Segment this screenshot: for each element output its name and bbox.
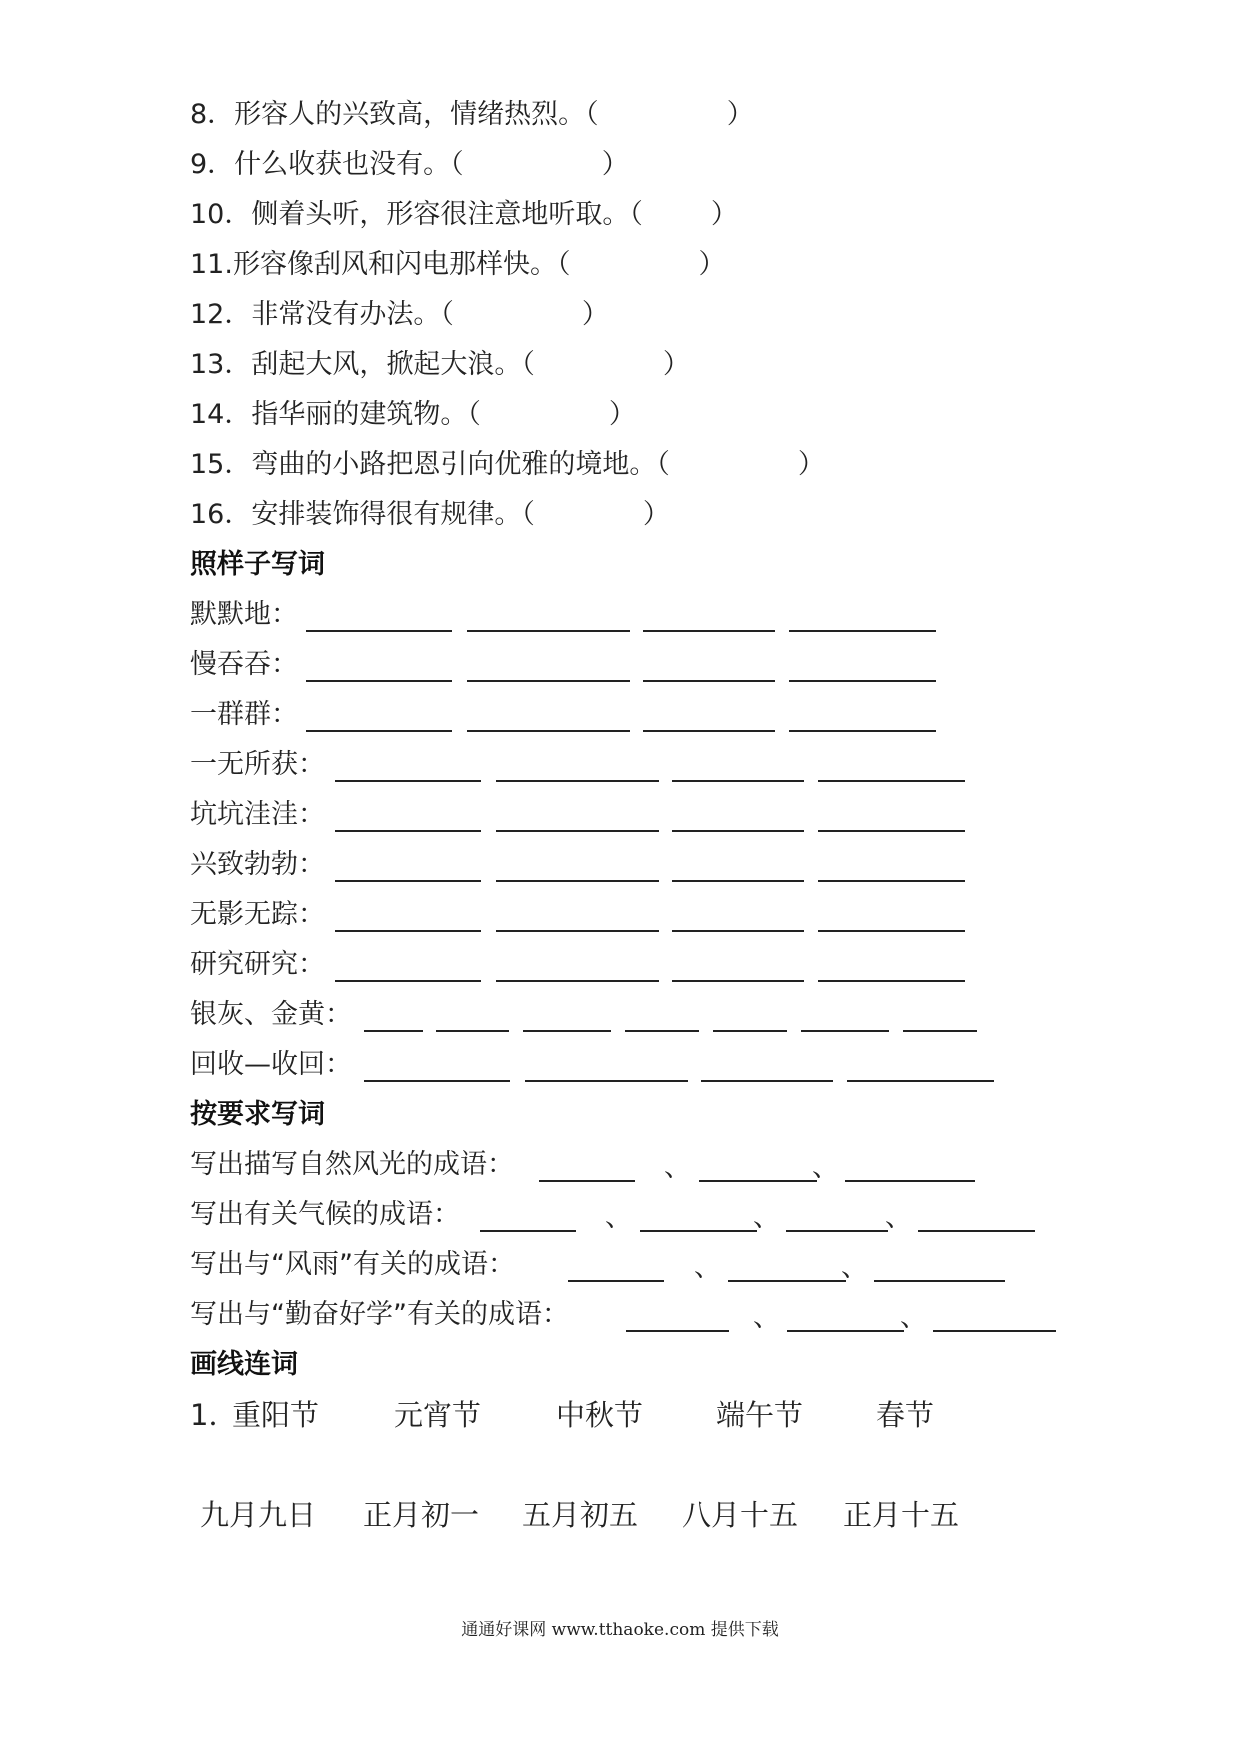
date-zhengyueshiwu[interactable]: 正月十五	[843, 1498, 960, 1532]
enumeration-comma: 、	[664, 1152, 691, 1183]
answer-blank[interactable]	[306, 730, 452, 732]
answer-blank[interactable]	[672, 980, 804, 982]
answer-blank[interactable]	[713, 1030, 787, 1032]
requirement-label-diligent: 写出与“勤奋好学”有关的成语：	[190, 1299, 569, 1330]
answer-blank[interactable]	[818, 980, 965, 982]
example-label-yinhui-jinhuang: 银灰、金黄：	[190, 999, 352, 1030]
answer-blank[interactable]	[640, 1230, 757, 1232]
answer-blank[interactable]	[699, 1180, 817, 1182]
answer-blank[interactable]	[672, 830, 804, 832]
answer-blank[interactable]	[496, 780, 659, 782]
question-12: 12．非常没有办法。（ ）	[190, 299, 609, 330]
answer-blank[interactable]	[335, 880, 481, 882]
answer-blank[interactable]	[467, 630, 630, 632]
answer-blank[interactable]	[801, 1030, 889, 1032]
example-label-yiwusuohuo: 一无所获：	[190, 749, 325, 780]
answer-blank[interactable]	[467, 730, 630, 732]
answer-blank[interactable]	[525, 1080, 688, 1082]
answer-blank[interactable]	[845, 1180, 975, 1182]
enumeration-comma: 、	[900, 1302, 927, 1333]
enumeration-comma: 、	[753, 1202, 780, 1233]
answer-blank[interactable]	[335, 780, 481, 782]
answer-blank[interactable]	[364, 1030, 423, 1032]
answer-blank[interactable]	[364, 1080, 510, 1082]
date-bayueshiwu[interactable]: 八月十五	[682, 1498, 799, 1532]
example-label-mantuntun: 慢吞吞：	[190, 649, 298, 680]
answer-blank[interactable]	[335, 930, 481, 932]
question-13: 13．刮起大风，掀起大浪。（ ）	[190, 349, 690, 380]
example-label-wuyingwuzong: 无影无踪：	[190, 899, 325, 930]
festival-chongyang[interactable]: 重阳节	[232, 1398, 320, 1432]
question-11: 11.形容像刮风和闪电那样快。（ ）	[190, 249, 726, 280]
answer-blank[interactable]	[818, 880, 965, 882]
question-9: 9．什么收获也没有。（ ）	[190, 149, 629, 180]
festival-duanwu[interactable]: 端午节	[716, 1398, 804, 1432]
answer-blank[interactable]	[523, 1030, 611, 1032]
footer-credit: 通通好课网 www.tthaoke.com 提供下载	[461, 1620, 779, 1640]
answer-blank[interactable]	[903, 1030, 977, 1032]
question-15: 15．弯曲的小路把恩引向优雅的境地。（ ）	[190, 449, 825, 480]
answer-blank[interactable]	[496, 830, 659, 832]
answer-blank[interactable]	[918, 1230, 1035, 1232]
example-label-yiqunqun: 一群群：	[190, 699, 298, 730]
section-heading-match: 画线连词	[190, 1349, 298, 1380]
answer-blank[interactable]	[335, 830, 481, 832]
answer-blank[interactable]	[496, 880, 659, 882]
answer-blank[interactable]	[847, 1080, 994, 1082]
answer-blank[interactable]	[467, 680, 630, 682]
section-heading-requirements: 按要求写词	[190, 1099, 325, 1130]
enumeration-comma: 、	[605, 1202, 632, 1233]
answer-blank[interactable]	[539, 1180, 635, 1182]
answer-blank[interactable]	[818, 830, 965, 832]
answer-blank[interactable]	[874, 1280, 1005, 1282]
section-heading-example: 照样子写词	[190, 549, 325, 580]
answer-blank[interactable]	[672, 930, 804, 932]
answer-blank[interactable]	[496, 930, 659, 932]
match-number: 1．	[190, 1398, 238, 1432]
answer-blank[interactable]	[626, 1330, 729, 1332]
answer-blank[interactable]	[625, 1030, 699, 1032]
example-label-yanjiuyanjiu: 研究研究：	[190, 949, 325, 980]
enumeration-comma: 、	[841, 1252, 868, 1283]
answer-blank[interactable]	[643, 730, 775, 732]
enumeration-comma: 、	[694, 1252, 721, 1283]
answer-blank[interactable]	[306, 680, 452, 682]
answer-blank[interactable]	[728, 1280, 846, 1282]
answer-blank[interactable]	[789, 630, 936, 632]
answer-blank[interactable]	[480, 1230, 576, 1232]
question-8: 8．形容人的兴致高，情绪热烈。（ ）	[190, 99, 754, 130]
answer-blank[interactable]	[818, 930, 965, 932]
requirement-label-climate: 写出有关气候的成语：	[190, 1199, 460, 1230]
answer-blank[interactable]	[496, 980, 659, 982]
festival-zhongqiu[interactable]: 中秋节	[556, 1398, 644, 1432]
answer-blank[interactable]	[643, 680, 775, 682]
answer-blank[interactable]	[672, 880, 804, 882]
answer-blank[interactable]	[786, 1230, 888, 1232]
answer-blank[interactable]	[335, 980, 481, 982]
requirement-label-fengyu: 写出与“风雨”有关的成语：	[190, 1249, 515, 1280]
answer-blank[interactable]	[436, 1030, 509, 1032]
answer-blank[interactable]	[818, 780, 965, 782]
answer-blank[interactable]	[933, 1330, 1056, 1332]
date-zhengyuechuyi[interactable]: 正月初一	[363, 1498, 480, 1532]
answer-blank[interactable]	[701, 1080, 833, 1082]
example-label-kengkengwawa: 坑坑洼洼：	[190, 799, 325, 830]
question-14: 14．指华丽的建筑物。（ ）	[190, 399, 636, 430]
answer-blank[interactable]	[672, 780, 804, 782]
answer-blank[interactable]	[306, 630, 452, 632]
question-10: 10．侧着头听，形容很注意地听取。（ ）	[190, 199, 738, 230]
answer-blank[interactable]	[643, 630, 775, 632]
enumeration-comma: 、	[753, 1302, 780, 1333]
example-label-xingzhibobo: 兴致勃勃：	[190, 849, 325, 880]
enumeration-comma: 、	[812, 1152, 839, 1183]
requirement-label-scenery: 写出描写自然风光的成语：	[190, 1149, 514, 1180]
question-16: 16．安排装饰得很有规律。（ ）	[190, 499, 670, 530]
answer-blank[interactable]	[568, 1280, 664, 1282]
date-wuyuechuwu[interactable]: 五月初五	[522, 1498, 639, 1532]
answer-blank[interactable]	[789, 730, 936, 732]
date-jiuyuejiuri[interactable]: 九月九日	[200, 1498, 317, 1532]
festival-chunjie[interactable]: 春节	[876, 1398, 935, 1432]
answer-blank[interactable]	[787, 1330, 904, 1332]
enumeration-comma: 、	[885, 1202, 912, 1233]
answer-blank[interactable]	[789, 680, 936, 682]
example-label-momode: 默默地：	[190, 599, 298, 630]
example-label-huishou-shouhui: 回收—收回：	[190, 1049, 352, 1080]
festival-yuanxiao[interactable]: 元宵节	[394, 1398, 482, 1432]
